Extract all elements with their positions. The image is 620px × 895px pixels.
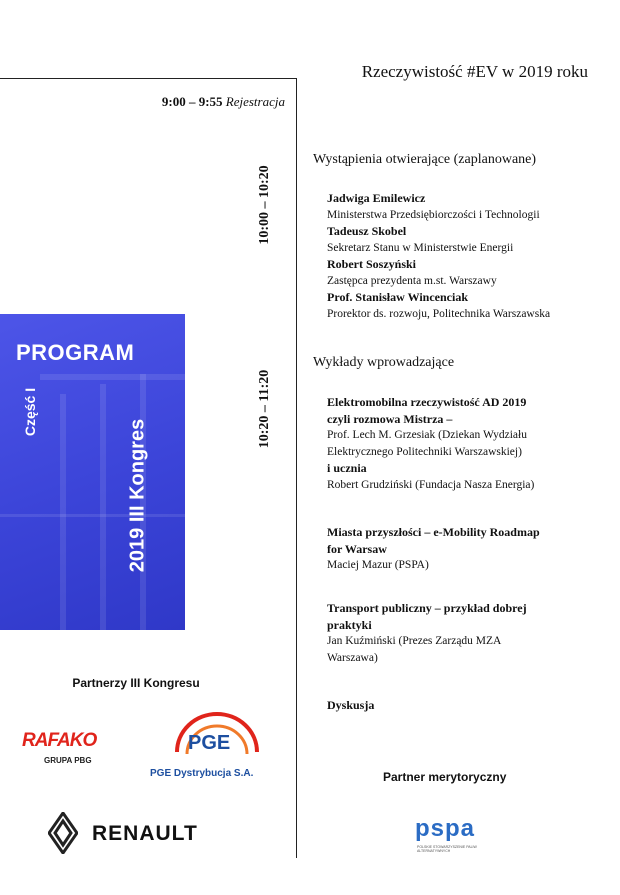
top-rule-left	[0, 78, 296, 79]
talk-title: czyli rozmowa Mistrza –	[327, 411, 453, 426]
speaker-name: Tadeusz Skobel	[327, 224, 407, 238]
renault-wordmark: RENAULT	[92, 822, 198, 845]
registration-label: Rejestracja	[225, 94, 285, 109]
session1-time: 10:00 – 10:20	[257, 165, 272, 245]
discussion-label: Dyskusja	[327, 698, 375, 712]
pspa-logo	[415, 815, 515, 860]
rafako-wordmark: RAFAKO	[22, 730, 97, 751]
registration-line	[162, 94, 285, 110]
speaker-role: Zastępca prezydenta m.st. Warszawy	[327, 274, 497, 287]
renault-logo	[48, 812, 248, 856]
talk-1	[327, 394, 597, 493]
talk-2	[327, 524, 597, 574]
registration-time: 9:00 – 9:55	[161, 94, 223, 109]
talk-title: Miasta przyszłości – e-Mobility Roadmap	[327, 525, 540, 539]
pge-wordmark: PGE	[188, 732, 231, 754]
talk-3	[327, 600, 597, 666]
partners-title: Partnerzy III Kongresu	[72, 676, 200, 690]
renault-diamond-icon	[48, 812, 78, 854]
program-label: PROGRAM	[16, 340, 135, 365]
session1-title: Wystąpienia otwierające (zaplanowane)	[313, 152, 537, 167]
rafako-subtitle: GRUPA PBG	[44, 756, 92, 765]
talk-speaker: Maciej Mazur (PSPA)	[327, 559, 429, 571]
pge-logo	[150, 712, 280, 782]
part-label: Część I	[22, 387, 38, 437]
session1-speakers	[327, 190, 597, 322]
program-banner	[0, 314, 185, 630]
speaker-role: Sekretarz Stanu w Ministerstwie Energii	[327, 241, 514, 254]
speaker-role: Prorektor ds. rozwoju, Politechnika Warszawska	[327, 307, 551, 320]
talk-speaker: Prof. Lech M. Grzesiak (Dziekan Wydziału	[327, 429, 527, 441]
talk-speaker: Elektrycznego Politechniki Warszawskiej)	[327, 445, 522, 458]
pspa-wordmark: pspa	[415, 815, 476, 842]
talk-speaker: Jan Kuźmiński (Prezes Zarządu MZA	[327, 635, 502, 647]
talk-speaker: Warszawa)	[327, 651, 378, 664]
talk-title: Transport publiczny – przykład dobrej	[327, 601, 527, 615]
content-partner-title: Partner merytoryczny	[383, 770, 507, 784]
speaker-role: Ministerstwa Przedsiębiorczości i Technologii	[327, 208, 540, 221]
page-title: Rzeczywistość #EV w 2019 roku	[361, 62, 588, 81]
pge-subtitle: PGE Dystrybucja S.A.	[150, 768, 254, 779]
discussion	[327, 697, 597, 714]
pspa-subtitle: POLSKIE STOWARZYSZENIE PALIW ALTERNATYWNYCH	[417, 845, 477, 853]
talk-connector: i ucznia	[327, 461, 367, 475]
speaker-name: Prof. Stanisław Wincenciak	[327, 290, 469, 304]
rafako-logo	[22, 730, 117, 770]
talk-title: for Warsaw	[327, 541, 387, 556]
session2-time: 10:20 – 11:20	[257, 369, 272, 449]
congress-label: 2019 III Kongres	[126, 418, 149, 573]
center-divider	[296, 78, 297, 858]
speaker-name: Jadwiga Emilewicz	[327, 191, 426, 205]
speaker-name: Robert Soszyński	[327, 257, 417, 271]
talk-speaker: Robert Grudziński (Fundacja Nasza Energia)	[327, 478, 535, 491]
talk-title: praktyki	[327, 617, 372, 632]
talk-title: Elektromobilna rzeczywistość AD 2019	[327, 395, 527, 409]
session2-title: Wykłady wprowadzające	[313, 355, 455, 370]
